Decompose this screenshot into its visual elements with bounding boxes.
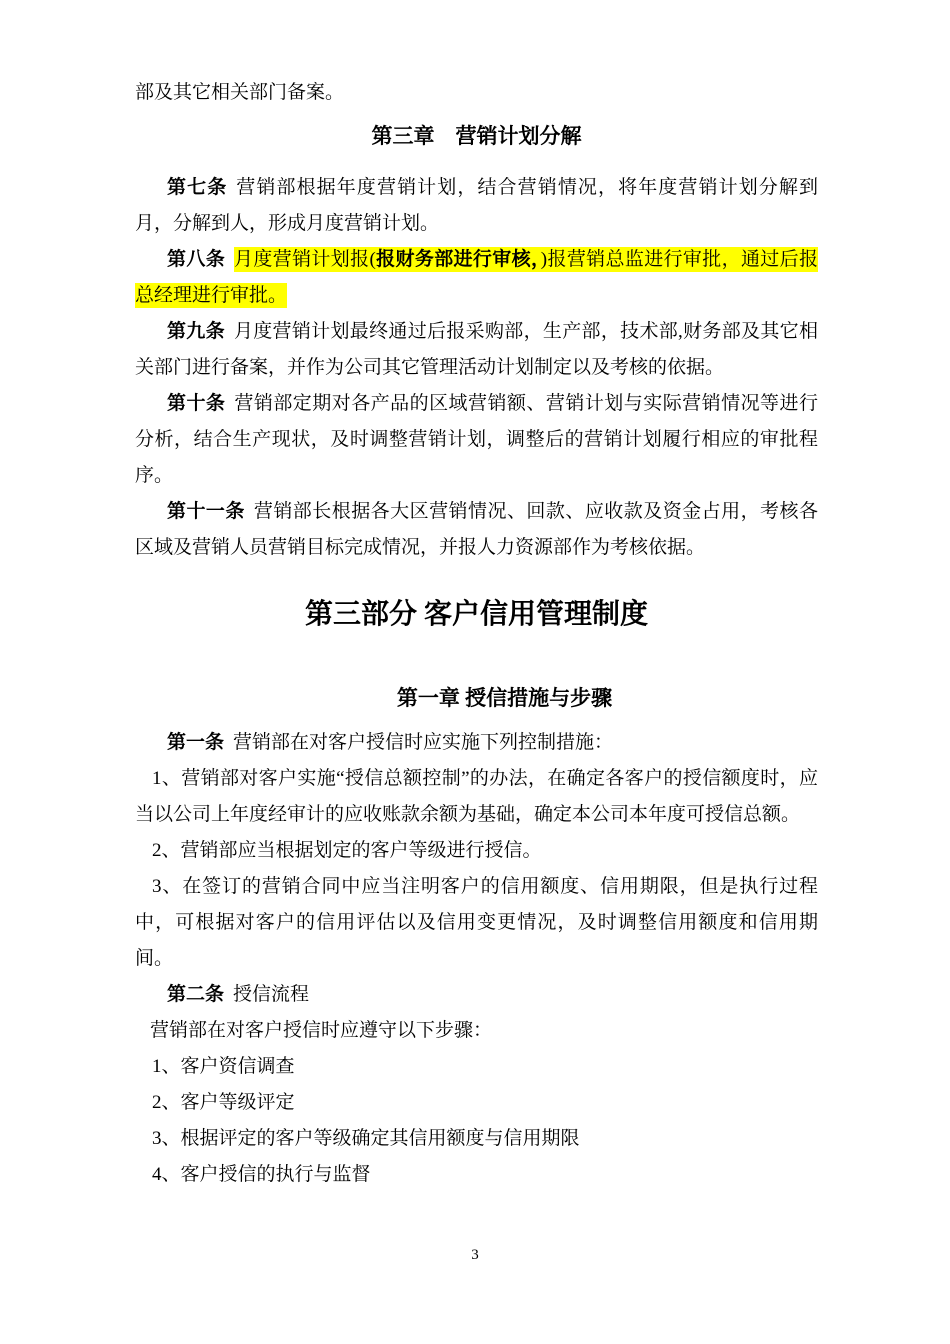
article-9-text: 月度营销计划最终通过后报采购部，生产部，技术部,财务部及其它相关部门进行备案，并作为公司其它管理活动计划制定以及考核的依据。	[135, 321, 818, 378]
paragraph-continuation: 部及其它相关部门备案。	[135, 82, 345, 103]
article-7-label: 第七条	[167, 177, 228, 198]
article-8-highlight-bold: 报财务部进行审核，	[375, 249, 541, 270]
highlighted-text	[135, 247, 818, 308]
article-1-item-1: 1、营销部对客户实施“授信总额控制”的办法，在确定各客户的授信额度时，应当以公司上年度经审计的应收账款余额为基础，确定本公司本年度可授信总额。	[135, 768, 818, 825]
article-7	[135, 170, 818, 242]
article-10-text: 营销部定期对各产品的区域营销额、营销计划与实际营销情况等进行分析，结合生产现状，及时调整营销计划，调整后的营销计划履行相应的审批程序。	[135, 393, 818, 486]
article-9-label: 第九条	[167, 321, 225, 342]
article-1-text: 营销部在对客户授信时应实施下列控制措施：	[233, 732, 614, 753]
credit-step-2: 2、客户等级评定	[152, 1092, 295, 1113]
article-11-text: 营销部长根据各大区营销情况、回款、应收款及资金占用，考核各区域及营销人员营销目标完成情况，并报人力资源部作为考核依据。	[135, 501, 818, 558]
article-1	[135, 725, 818, 761]
chapter-1-heading: 第一章 授信措施与步骤	[396, 686, 613, 710]
page-number: 3	[471, 1247, 479, 1263]
credit-steps-intro: 营销部在对客户授信时应遵守以下步骤：	[150, 1020, 493, 1041]
part-3-title: 第三部分 客户信用管理制度	[304, 599, 648, 630]
article-7-text: 营销部根据年度营销计划，结合营销情况，将年度营销计划分解到月，分解到人，形成月度营销计划。	[135, 177, 818, 234]
article-1-label: 第一条	[167, 732, 225, 753]
credit-step-4: 4、客户授信的执行与监督	[152, 1164, 371, 1185]
article-11-label: 第十一条	[167, 501, 245, 522]
article-8-highlight-end: )报营销总监进行审批，通过后报总经理进行审批。	[135, 249, 818, 306]
article-8-label: 第八条	[167, 249, 226, 270]
article-1-item-3: 3、在签订的营销合同中应当注明客户的信用额度、信用期限，但是执行过程中，可根据对客户的信用评估以及信用变更情况，及时调整信用额度和信用期间。	[135, 876, 818, 969]
article-10-label: 第十条	[167, 393, 226, 414]
article-8-highlight-start: 月度营销计划报(	[234, 249, 376, 270]
article-9	[135, 314, 818, 386]
article-2-text: 授信流程	[233, 984, 310, 1005]
article-2	[135, 977, 818, 1013]
credit-step-1: 1、客户资信调查	[152, 1056, 295, 1077]
document-body	[135, 75, 818, 1193]
article-11	[135, 494, 818, 566]
article-1-item-2: 2、营销部应当根据划定的客户等级进行授信。	[152, 840, 542, 861]
article-8	[135, 242, 818, 314]
article-2-label: 第二条	[167, 984, 225, 1005]
chapter-3-heading: 第三章 营销计划分解	[371, 124, 582, 148]
credit-step-3: 3、根据评定的客户等级确定其信用额度与信用期限	[152, 1128, 580, 1149]
article-10	[135, 386, 818, 494]
